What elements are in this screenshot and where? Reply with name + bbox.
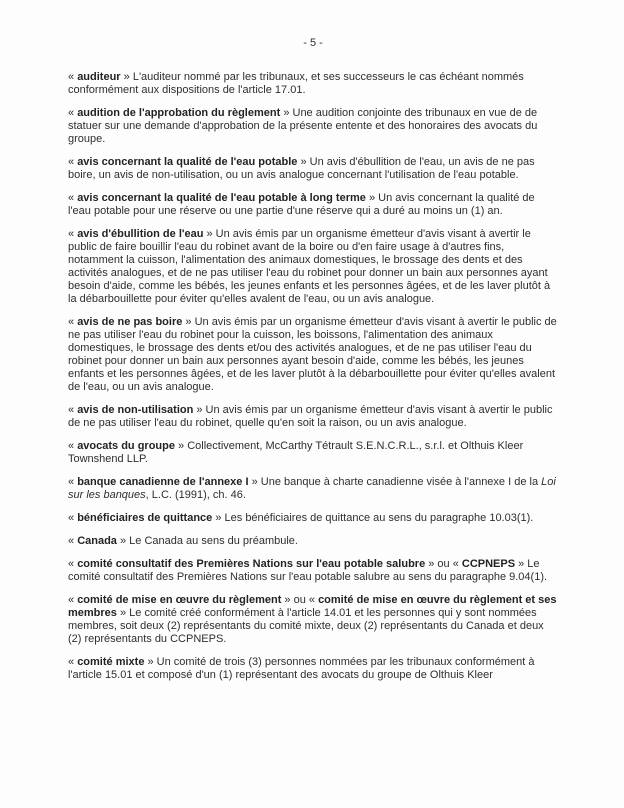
paragraph-text: » Collectivement, McCarthy Tétrault S.E.N.C.R.L., s.r.l. et Olthuis Kleer Townshend LLP.	[68, 440, 524, 465]
paragraph-text: » ou «	[281, 594, 319, 606]
paragraph-text: » Un avis d'ébullition de l'eau, un avis de ne pas boire, un avis de non-utilisation, ou un avis analogue concernant l'utilisation de l'eau potable.	[68, 156, 535, 181]
paragraph-text: » Le comité consultatif des Premières Nations sur l'eau potable salubre au sens du paragraphe 9.04(1).	[68, 558, 548, 583]
paragraph-text: «	[68, 192, 78, 204]
definition-paragraph	[68, 107, 559, 146]
definition-paragraph	[68, 71, 559, 97]
defined-term: avis de non-utilisation	[77, 404, 194, 416]
page-number: - 5 -	[303, 37, 323, 49]
paragraph-text: «	[68, 476, 78, 488]
definition-paragraph	[68, 404, 559, 430]
definition-paragraph	[68, 316, 559, 394]
defined-term: banque canadienne de l'annexe I	[77, 476, 249, 488]
definition-paragraph	[68, 512, 559, 525]
paragraph-text: » L'auditeur nommé par les tribunaux, et ses successeurs le cas échéant nommés conformément aux dispositions de l'article 17.01.	[68, 71, 524, 96]
defined-term: Canada	[77, 535, 117, 547]
defined-term: comité de mise en œuvre du règlement et ses membres	[68, 594, 557, 619]
paragraph-text: » Un avis émis par un organisme émetteur d'avis visant à avertir le public de ne pas utiliser l'eau du robinet, quelle qu'en soit la raison, ou un avis analogue.	[68, 404, 553, 429]
paragraph-text: «	[68, 440, 78, 452]
defined-term: bénéficiaires de quittance	[77, 512, 213, 524]
definition-paragraph	[68, 558, 559, 584]
defined-term: comité de mise en œuvre du règlement	[77, 594, 282, 606]
defined-term: avis d'ébullition de l'eau	[77, 228, 204, 240]
definition-paragraph	[68, 440, 559, 466]
defined-term: comité consultatif des Premières Nations sur l'eau potable salubre	[77, 558, 426, 570]
defined-term: auditeur	[77, 71, 121, 83]
defined-term: avis de ne pas boire	[77, 316, 183, 328]
definition-paragraph	[68, 535, 559, 548]
paragraph-text: «	[68, 228, 78, 240]
paragraph-text: » Une banque à charte canadienne visée à l'annexe I de la	[248, 476, 542, 488]
cited-statute: Loi sur les banques	[68, 476, 556, 501]
paragraph-text: «	[68, 316, 78, 328]
paragraph-text: » Le comité créé conformément à l'article 14.01 et les personnes qui y sont nommées membres, soit deux (2) représentants du comité mixte, deux (2) représentants du Canada et deux (2) représentants du CCPNEPS.	[68, 607, 544, 645]
paragraph-text: » ou «	[425, 558, 462, 570]
paragraph-text: «	[68, 404, 78, 416]
definition-paragraph	[68, 594, 559, 646]
definition-paragraph	[68, 192, 559, 218]
paragraph-text: «	[68, 535, 78, 547]
paragraph-text: » Un avis concernant la qualité de l'eau potable pour une réserve ou une partie d'une réserve qui a duré au moins un (1) an.	[68, 192, 535, 217]
paragraph-text: «	[68, 594, 78, 606]
defined-term: audition de l'approbation du règlement	[77, 107, 281, 119]
paragraph-text: » Les bénéficiaires de quittance au sens du paragraphe 10.03(1).	[212, 512, 534, 524]
definition-paragraph	[68, 156, 559, 182]
defined-term: avocats du groupe	[77, 440, 175, 452]
paragraph-text: «	[68, 156, 78, 168]
defined-term: avis concernant la qualité de l'eau potable à long terme	[77, 192, 366, 204]
paragraph-text: » Un avis émis par un organisme émetteur d'avis visant à avertir le public de faire bouillir l'eau du robinet avant de la boire ou d'en faire usage à d'autres fins, notamment la cuisson, l'alimentation des animaux domestiques, le brossage des dents et des activités analogues, et de ne pas utiliser l'eau du robinet pour donner un bain aux personnes ayant besoin d'aide, comme les bébés, les jeunes enfants et les personnes âgées, et de les laver plutôt à la débarbouillette pour éviter qu'elles avalent de l'eau, ou un avis analogue.	[68, 228, 551, 305]
definition-paragraph	[68, 228, 559, 306]
paragraph-text: , L.C. (1991), ch. 46.	[145, 489, 246, 501]
paragraph-text: » Le Canada au sens du préambule.	[116, 535, 298, 547]
defined-term: CCPNEPS	[461, 558, 516, 570]
paragraph-text: » Une audition conjointe des tribunaux en vue de de statuer sur une demande d'approbation de la présente entente et des honoraires des avocats du groupe.	[68, 107, 538, 145]
definition-paragraph	[68, 476, 559, 502]
paragraph-text: » Un avis émis par un organisme émetteur d'avis visant à avertir le public de ne pas utiliser l'eau du robinet pour la cuisson, les boissons, l'alimentation des animaux domestiques, le brossage des dents et/ou des activités analogues, et de ne pas utiliser l'eau du robinet pour donner un bain aux personnes ayant besoin d'aide, comme les bébés, les jeunes enfants et les personnes âgées, et de les laver plutôt à la débarbouillette pour éviter qu'elles avalent de l'eau, ou un avis analogue.	[68, 316, 557, 393]
paragraph-text: «	[68, 558, 78, 570]
paragraph-text: «	[68, 107, 78, 119]
paragraph-text: «	[68, 656, 78, 668]
document-body	[68, 71, 559, 692]
paragraph-text: «	[68, 512, 78, 524]
defined-term: comité mixte	[77, 656, 145, 668]
paragraph-text: «	[68, 71, 78, 83]
defined-term: avis concernant la qualité de l'eau potable	[77, 156, 298, 168]
paragraph-text: » Un comité de trois (3) personnes nommées par les tribunaux conformément à l'article 15.01 et composé d'un (1) représentant des avocats du groupe de Olthuis Kleer	[68, 656, 535, 681]
definition-paragraph	[68, 656, 559, 682]
